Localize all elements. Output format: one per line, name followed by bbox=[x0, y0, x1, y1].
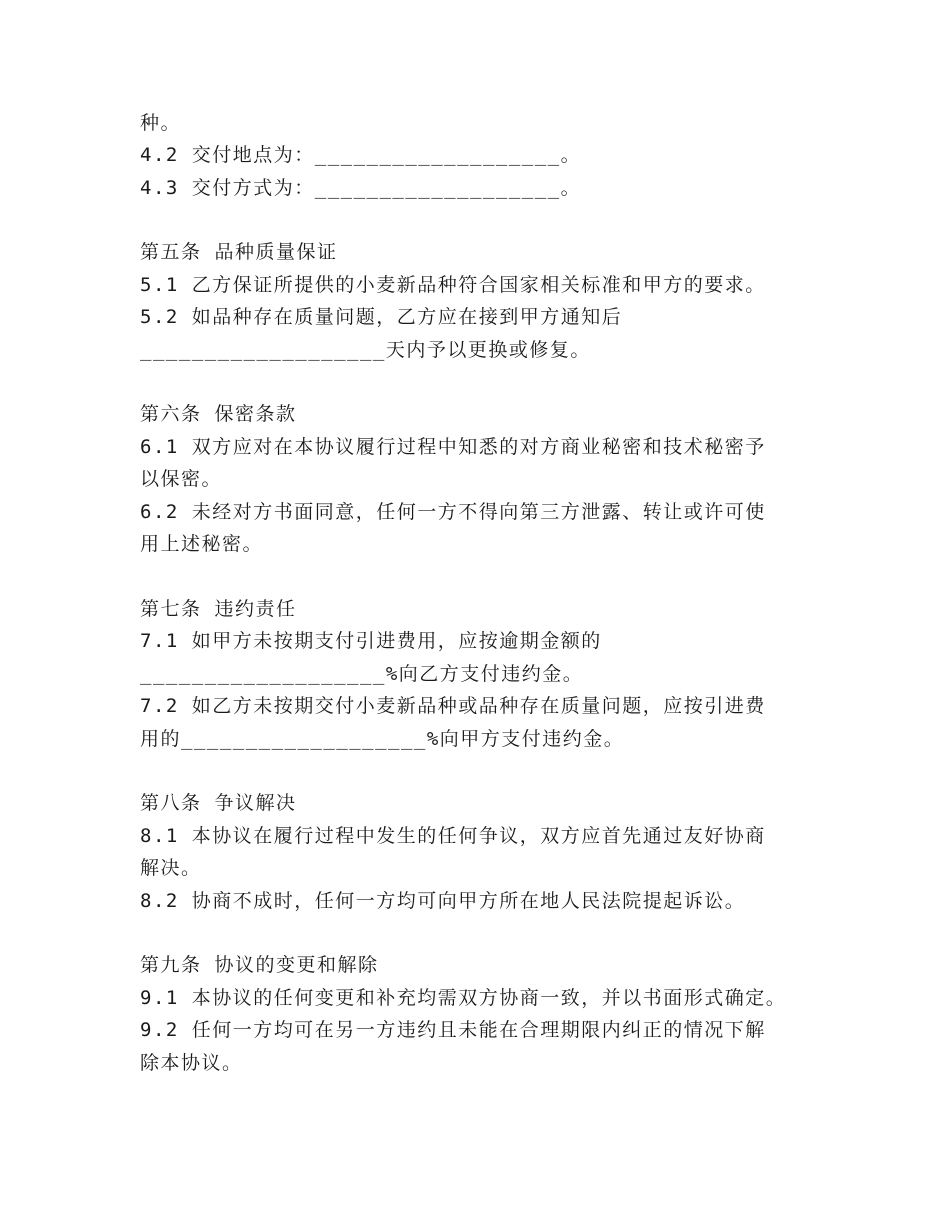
text-line: 4.2 交付地点为：___________________。 bbox=[140, 144, 582, 166]
text-line: 用上述秘密。 bbox=[140, 533, 264, 555]
text-line: 9.2 任何一方均可在另一方违约且未能在合理期限内纠正的情况下解 bbox=[140, 1019, 766, 1041]
text-line: 8.2 协商不成时，任何一方均可向甲方所在地人民法院提起诉讼。 bbox=[140, 890, 746, 912]
section-heading: 第五条 品种质量保证 bbox=[140, 241, 338, 263]
text-line: 解决。 bbox=[140, 857, 202, 879]
text-line: ___________________天内予以更换或修复。 bbox=[140, 339, 591, 361]
text-line: 6.2 未经对方书面同意，任何一方不得向第三方泄露、转让或许可使 bbox=[140, 501, 766, 523]
text-line: 种。 bbox=[140, 112, 182, 134]
text-line: 除本协议。 bbox=[140, 1052, 243, 1074]
text-line: 以保密。 bbox=[140, 468, 223, 490]
text-line: 9.1 本协议的任何变更和补充均需双方协商一致，并以书面形式确定。 bbox=[140, 987, 787, 1009]
section-heading: 第八条 争议解决 bbox=[140, 792, 297, 814]
text-line: 6.1 双方应对在本协议履行过程中知悉的对方商业秘密和技术秘密予 bbox=[140, 436, 766, 458]
text-line: 8.1 本协议在履行过程中发生的任何争议，双方应首先通过友好协商 bbox=[140, 825, 766, 847]
text-line: 4.3 交付方式为：___________________。 bbox=[140, 177, 582, 199]
section-heading: 第六条 保密条款 bbox=[140, 403, 297, 425]
section-heading: 第九条 协议的变更和解除 bbox=[140, 954, 379, 976]
section-heading: 第七条 违约责任 bbox=[140, 598, 297, 620]
text-line: 用的___________________%向甲方支付违约金。 bbox=[140, 728, 625, 750]
text-line: 5.1 乙方保证所提供的小麦新品种符合国家相关标准和甲方的要求。 bbox=[140, 274, 766, 296]
text-line: 5.2 如品种存在质量问题，乙方应在接到甲方通知后 bbox=[140, 306, 623, 328]
text-line: 7.2 如乙方未按期交付小麦新品种或品种存在质量问题，应按引进费 bbox=[140, 695, 766, 717]
text-line: 7.1 如甲方未按期支付引进费用，应按逾期金额的 bbox=[140, 630, 602, 652]
text-line: ___________________%向乙方支付违约金。 bbox=[140, 663, 584, 685]
